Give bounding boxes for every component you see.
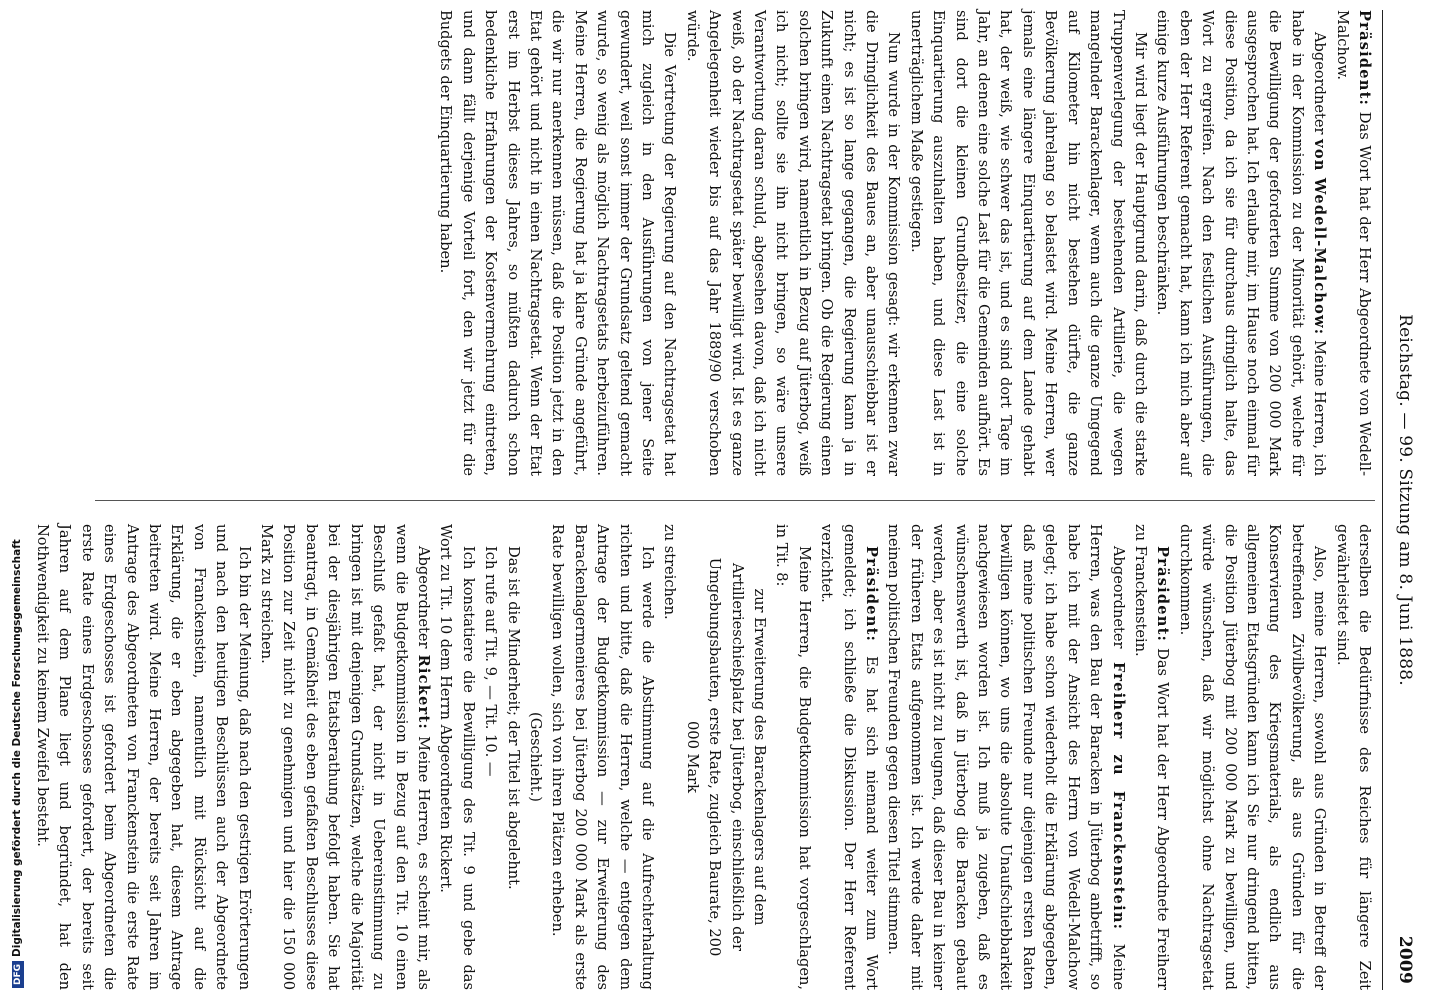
paragraph: [882, 524, 1128, 990]
paragraph: derselben die Bedürfnisse des Reiches für längere Zeit gewährleistet sind.: [1333, 524, 1373, 990]
column-divider: [95, 500, 1375, 501]
credit-text: Digitalisierung gefördert durch die Deutsche Forschungsgemeinschaft: [11, 539, 23, 957]
paragraph: [1330, 10, 1375, 476]
dfg-logo: DFG: [12, 961, 24, 988]
stage-direction: (Geschieht.): [526, 712, 544, 802]
paragraph-text: Meine Herren, es scheint mir, als wenn die Budgetkommission in Bezug auf den Tit. 10 einen Beschluß gefaßt hat, der nicht in Uebereinstimmung zu bringen ist mit denjenigen Grundsätzen, welche die Majorität bei der diesjährigen Etatsberathung befolgt haben. Sie hat beantragt, in Gemäßheit des eben gefaßten Beschlusses diese Position zur Zeit nicht zu genehmigen und hier die 150 000 Mark zu streichen.: [258, 524, 432, 990]
digitization-credit: [11, 539, 24, 988]
paragraph: [815, 524, 882, 990]
speaker-name: Freiherr zu Franckenstein:: [1109, 661, 1127, 931]
running-title: Reichstag. — 99. Sitzung am 8. Juni 1888.: [1395, 314, 1415, 686]
page-number: 2009: [1395, 935, 1415, 984]
paragraph: [1129, 524, 1174, 990]
paragraph: Ich rufe auf Tit. 9, — Tit. 10. —: [482, 546, 500, 777]
paragraph: Ich bin der Meinung, daß nach den gestrigen Erörterungen und nach den heutigen Beschlüssen auch der Abgeordnete von Franckenstein, namentlich mit Rücksicht auf die Erklärung, die er eben abgegeben hat, diesem Antrage beitreten wird. Meine Herren, der bereits seit Jahren im Antrage des Abgeordneten von Franckenstein die erste Rate eines Erdgeschosses ist gefordert beim Abgeordneten die erste Rate eines Erdgeschosses gefordert, der bereits seit Jahren auf dem Plane liegt und begründet, hat den Nothwendigkeit zu keinem Zweifel besteht.: [34, 524, 253, 990]
speaker-intro: Abgeordneter: [1109, 546, 1127, 662]
paragraph-text: Das Wort hat der Herr Abgeordnete Freiherr zu Franckenstein.: [1131, 524, 1172, 990]
speaker-name: Rickert:: [414, 654, 432, 730]
header-rule: [1382, 10, 1383, 990]
speaker-name: Präsident:: [1356, 10, 1373, 107]
speaker-intro: Abgeordneter: [414, 546, 432, 655]
printed-page: [34, 10, 1425, 990]
paragraph: [255, 524, 434, 990]
paragraph: Mir wird liegt der Hauptgrund darin, daß durch die starke Truppenverlegung der bestehenden Artillerie, die wegen mangelnder Barackenlager, wenn auch die ganze Umgegend auf Kilometer hin nicht bestehen dürfte, die ganze Bevölkerung jahrelang so belastet wird. Meine Herren, wer jemals eine längere Einquartierung auf dem Lande gehabt hat, der weiß, wie schwer das ist, und es sind dort Tage im Jahr, an denen eine solche Last für die Gemeinden aufhört. Es sind dort die kleinen Grundbesitzer, die eine solche Einquartierung auszuhalten haben, und diese Last ist in unerträglichem Maße gestiegen.: [907, 10, 1149, 476]
paragraph: Also, meine Herren, sowohl aus Gründen in Betreff der betreffenden Zivilbevölkerung, als aus Gründen für die Konservierung des Kriegsmaterials, als endlich aus allgemeinen Etatsgründen kann ich Sie nur dringend bitten, die Position Jüterbog mit 200 000 Mark zu bewilligen, und würde wünschen, daß wir möglichst ohne Nachtragsetat durchkommen.: [1176, 524, 1329, 990]
motion-text: zur Erweiterung des Barackenlagers auf dem Artillerieschießplatz bei Jüterbog, einschließlich der Umgebungsbauten, erste Rate, zugleich Baurate, 200 000 Mark: [683, 557, 769, 957]
paragraph-text: Meine Herren, was den Bau der Baracken in Jüterbog anbetrifft, so habe ich mit der Ansicht des Herrn von Wedell-Malchow gelegt; ich habe schon wiederholt die Erklärung abgegeben, daß meine politischen Freunde nur diejenigen ersten Raten bewilligen können, wo uns die absolute Unaufschiebbarkeit nachgewiesen worden ist. Ich muß ja zugeben, daß es wünschenswerth ist, daß in Jüterbog die Baracken gebaut werden, aber es ist nicht zu leugnen, daß dieser Bau in keiner der früheren Etats aufgenommen ist. Ich werde daher mit meinen politischen Freunden gegen diesen Titel stimmen.: [885, 524, 1127, 990]
paragraph-text: Es hat sich niemand weiter zum Wort gemeldet; ich schließe die Diskussion. Der Herr Referent verzichtet.: [818, 524, 881, 990]
digitization-credit-strip: [0, 0, 22, 1000]
paragraph: zu streichen.: [661, 524, 679, 620]
paragraph: Ich werde die Abstimmung auf die Aufrechterhaltung richten und bitte, daß die Herren, welche — entgegen dem Antrage der Budgetkommission — zur Erweiterung des Barackenlagermenieres bei Jüterbog 200 000 Mark als erste Rate bewilligen wollen, sich von ihren Plätzen erheben.: [549, 524, 656, 990]
paragraph: Das ist die Minderheit; der Titel ist abgelehnt.: [504, 546, 522, 890]
speaker-intro: Abgeordneter: [1311, 32, 1329, 140]
speaker-name: Präsident:: [863, 546, 881, 643]
paragraph: Nun wurde in der Kommission gesagt: wir erkennen zwar die Dringlichkeit des Baues an, aber unausschiebbar ist er nicht; es ist so lange gegangen, die Regierung kann ja in Zukunft einen Nachtragsetat bringen. Ob die Regierung einen solchen bringen wird, namentlich in Bezug auf Jüterbog, weiß ich nicht; sollte sie ihn nicht bringen, so wäre unsere Verantwortung daran schuld, abgesehen davon, daß ich nicht weiß, ob der Nachtragsetat später bewilligt wird. Ist es ganze Angelegenheit wieder bis auf das Jahr 1889/90 verschoben würde.: [683, 10, 903, 476]
left-text-column: [95, 10, 1375, 476]
running-head: [1385, 10, 1425, 990]
speaker-name: Präsident:: [1154, 546, 1172, 643]
paragraph-text: Meine Herren, ich habe in der Kommission zu der Minorität gehört, welche für die Bewilligung der geforderten Summe von 200 000 Mark ausgesprochen hat. Ich erlaube mir, im Hause noch einmal für diese Position, da ich sie für durchaus dringlich halte, das Wort zu ergreifen. Nach den festlichen Ausführungen, die eben der Herr Referent gemacht hat, kann ich mich aber auf einige kurze Ausführungen beschränken.: [1154, 10, 1329, 476]
speaker-name: von Wedell-Malchow:: [1311, 139, 1329, 336]
paragraph: Die Vertretung der Regierung auf den Nachtragsetat hat mich zugleich in den Ausführungen von jener Seite gewundert, weil sonst immer der Grundsatz geltend gemacht wurde, so wenig als möglich Nachtragsetats herbeizuführen. Meine Herren, die Regierung hat ja klare Gründe angeführt, die wir nur anerkennen müssen, daß die Position jetzt in den Etat gehört und nicht in einen Nachtragsetat. Wenn der Etat erst im Herbst dieses Jahres, so müßten dadurch schon bedenkliche Erfahrungen der Kostenvermehrung eintreten, und dann fällt derjenige Vorteil fort, den wir jetzt für die Budgets der Einquartierung haben.: [437, 10, 679, 476]
paragraph-text: Das Wort hat der Herr Abgeordnete von Wedell-Malchow.: [1333, 10, 1373, 476]
right-text-column: [34, 524, 1375, 990]
paragraph: [1151, 10, 1330, 476]
paragraph: Meine Herren, die Budgetkommission hat vorgeschlagen, in Tit. 8:: [773, 524, 813, 990]
paragraph: Ich konstatiere die Bewilligung des Tit. 9 und gebe das Wort zu Tit. 10 dem Herrn Abgeordneten Rickert.: [437, 524, 477, 990]
